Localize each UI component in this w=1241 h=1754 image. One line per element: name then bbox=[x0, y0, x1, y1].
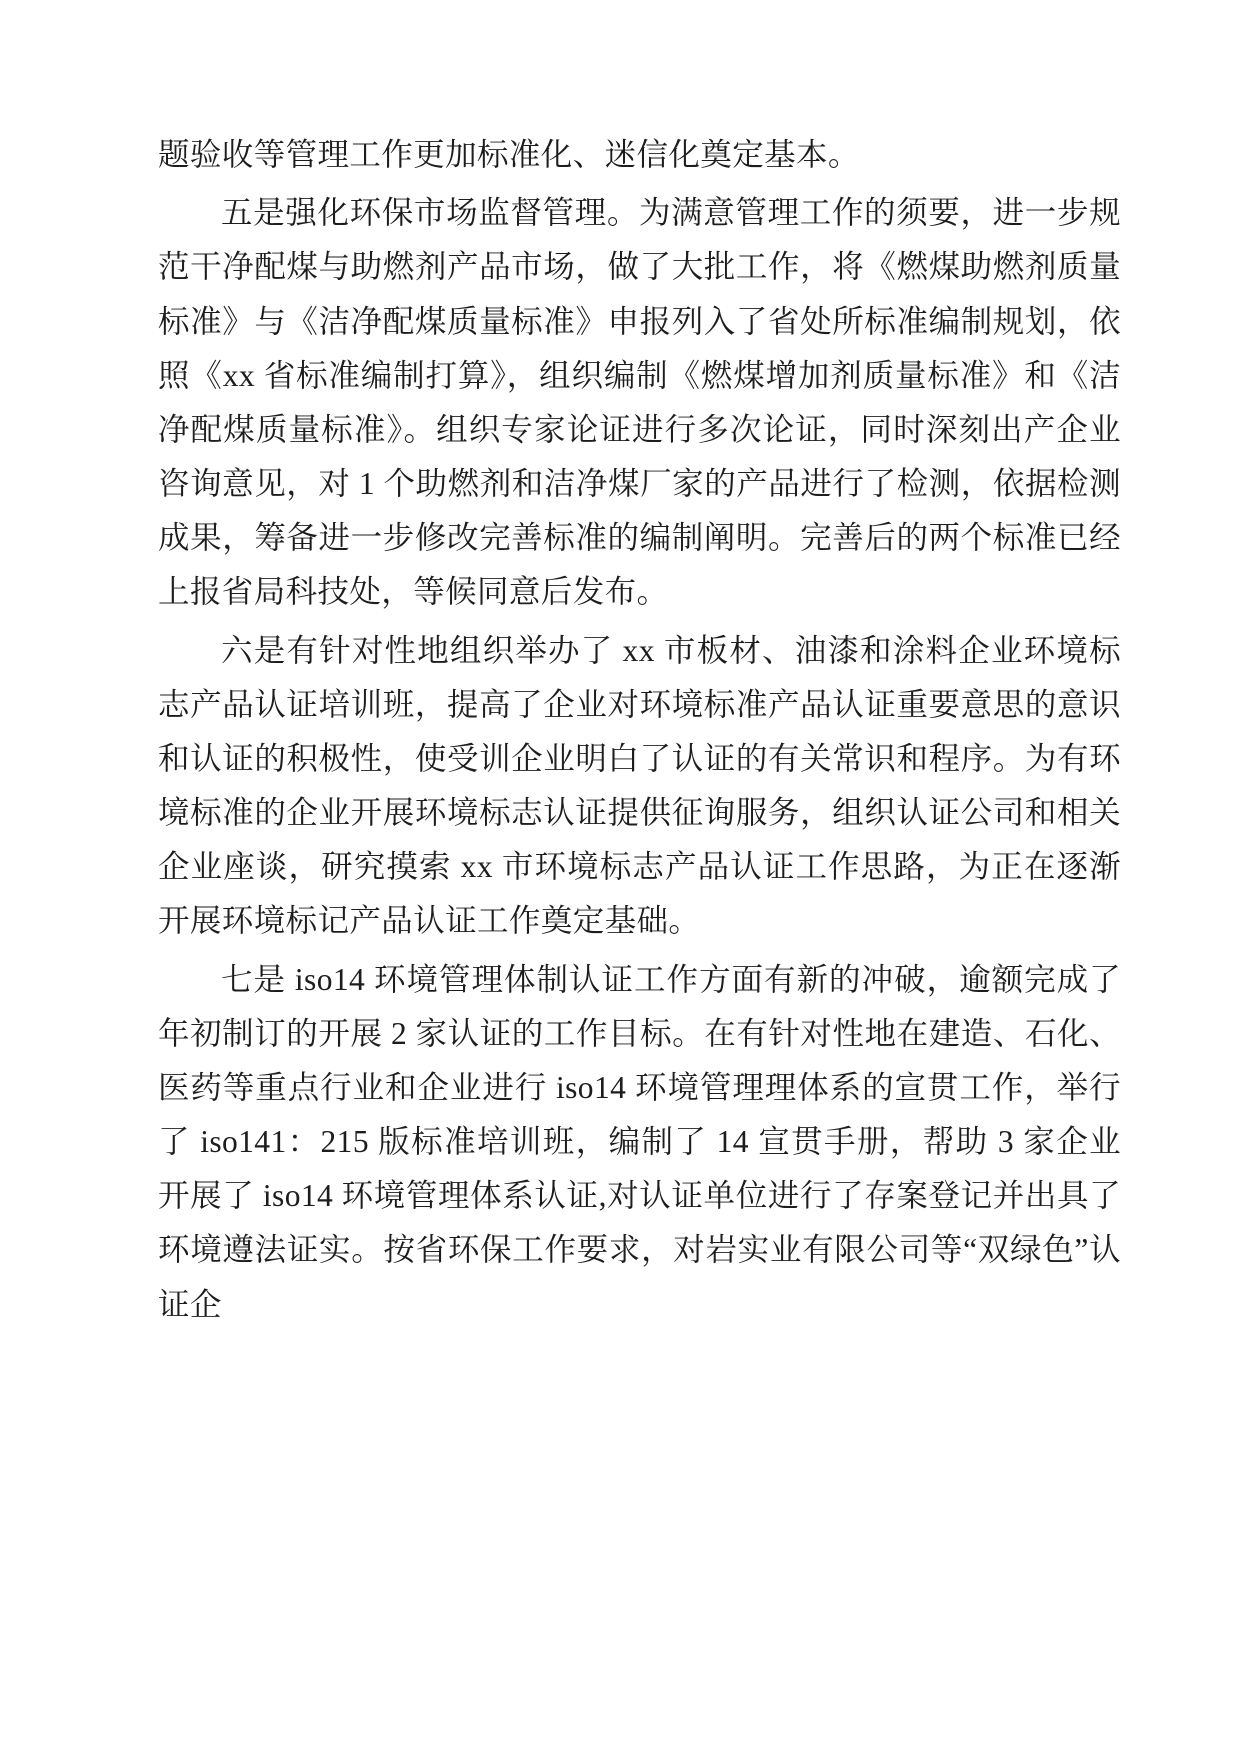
document-body bbox=[158, 128, 1121, 1332]
paragraph-item-five: 五是强化环保市场监督管理。为满意管理工作的须要，进一步规范干净配煤与助燃剂产品市场，做了大批工作，将《燃煤助燃剂质量标准》与《洁净配煤质量标准》申报列入了省处所标准编制规划，依照《xx 省标准编制打算》，组织编制《燃煤增加剂质量标准》和《洁净配煤质量标准》。组织专家论证进行多次论证，同时深刻出产企业咨询意见，对 1 个助燃剂和洁净煤厂家的产品进行了检测，依据检测成果，筹备进一步修改完善标准的编制阐明。完善后的两个标准已经上报省局科技处，等候同意后发布。 bbox=[158, 195, 1121, 610]
paragraph-continuation: 题验收等管理工作更加标准化、迷信化奠定基本。 bbox=[158, 137, 860, 172]
paragraph-item-seven: 七是 iso14 环境管理体制认证工作方面有新的冲破，逾额完成了年初制订的开展 2 家认证的工作目标。在有针对性地在建造、石化、医药等重点行业和企业进行 iso14 环境管理理体系的宣贯工作，举行了 iso141：215 版标准培训班，编制了 14 宣贯手册，帮助 3 家企业开展了 iso14 环境管理体系认证,对认证单位进行了存案登记并出具了环境遵法证实。按省环保工作要求，对岩实业有限公司等“双绿色”认证企 bbox=[158, 961, 1121, 1322]
paragraph-item-six: 六是有针对性地组织举办了 xx 市板材、油漆和涂料企业环境标志产品认证培训班，提高了企业对环境标准产品认证重要意思的意识和认证的积极性，使受训企业明白了认证的有关常识和程序。为有环境标准的企业开展环境标志认证提供征询服务，组织认证公司和相关企业座谈，研究摸索 xx 市环境标志产品认证工作思路，为正在逐渐开展环境标记产品认证工作奠定基础。 bbox=[158, 632, 1121, 939]
